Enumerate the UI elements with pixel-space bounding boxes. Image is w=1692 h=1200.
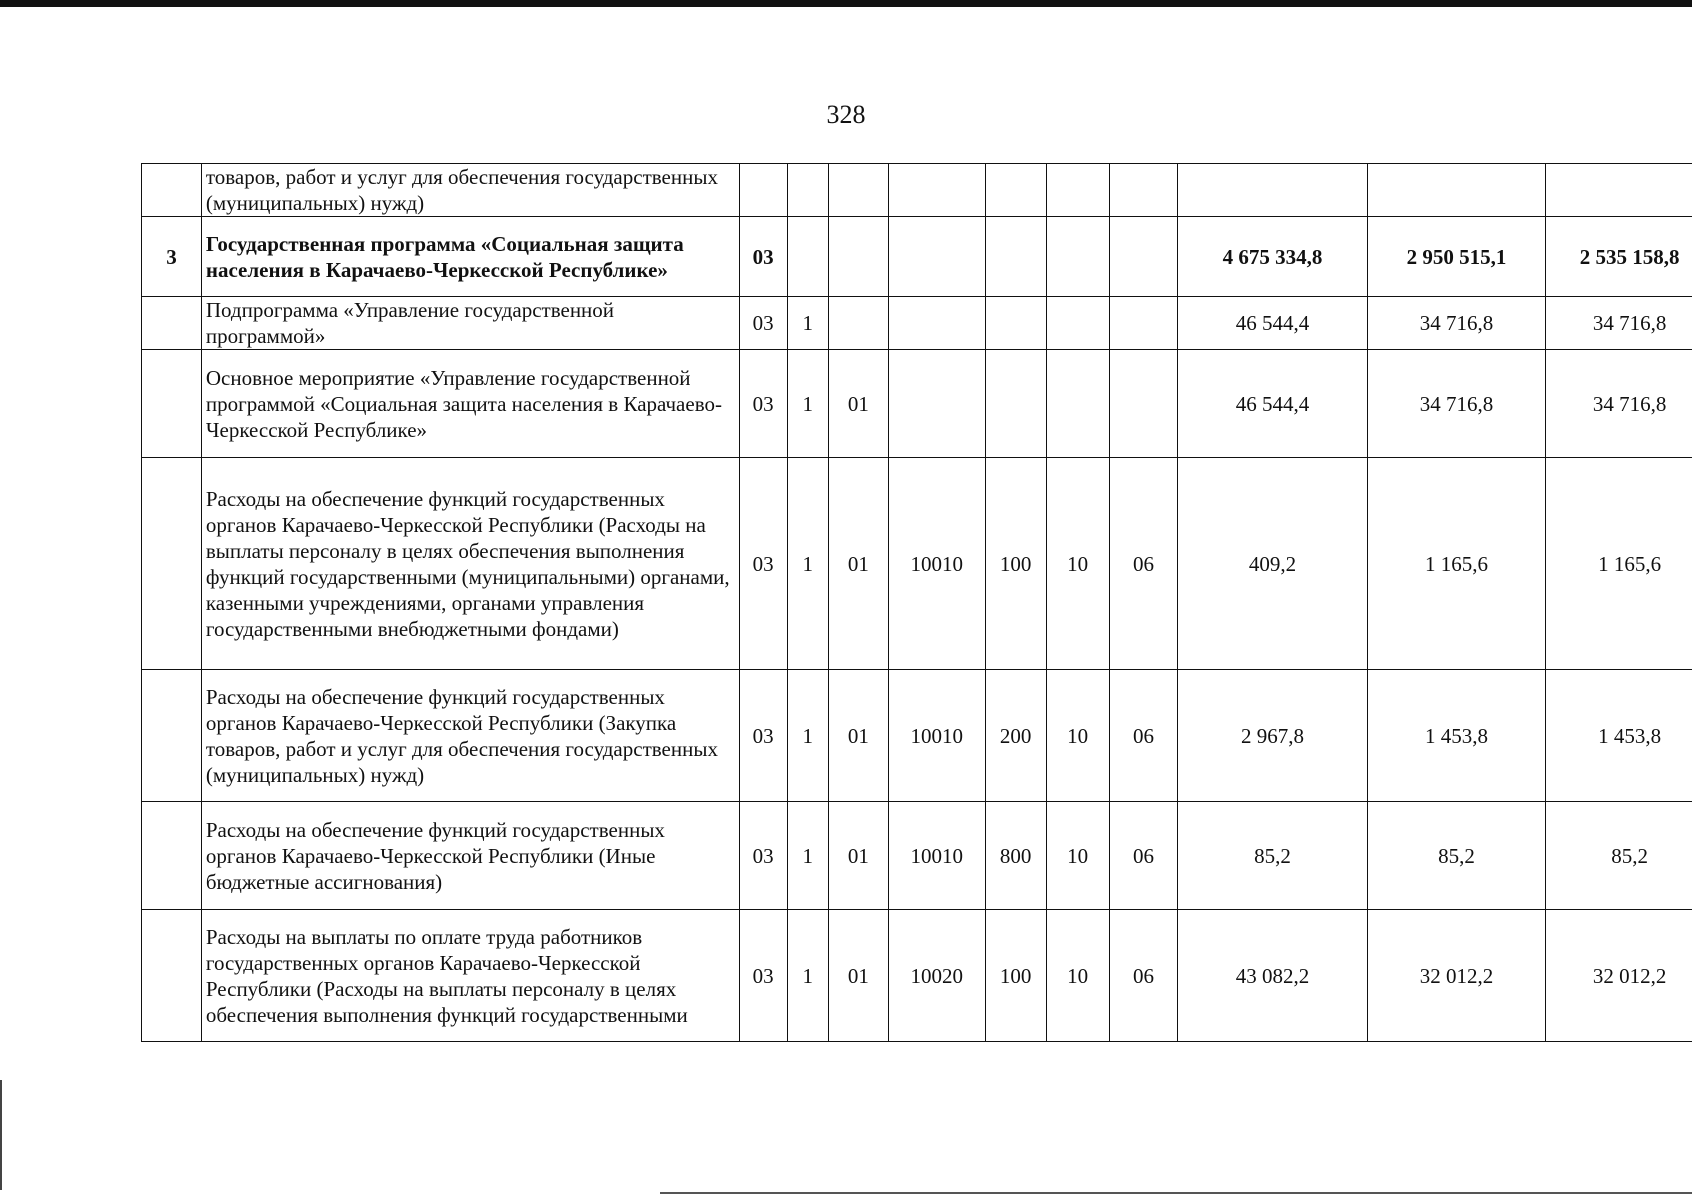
- amount-year-3: 1 453,8: [1546, 670, 1692, 802]
- row-name: товаров, работ и услуг для обеспечения государственных (муниципальных) нужд): [201, 164, 739, 217]
- code-program: 03: [739, 350, 787, 458]
- amount-year-1: 2 967,8: [1178, 670, 1367, 802]
- code-expense-type: [985, 164, 1046, 217]
- code-expense-type: [985, 217, 1046, 297]
- code-subsection: 06: [1109, 670, 1178, 802]
- code-main-activity: 01: [828, 458, 888, 670]
- code-subprogram: [787, 164, 828, 217]
- code-section: 10: [1046, 458, 1109, 670]
- row-name: Расходы на обеспечение функций государственных органов Карачаево-Черкесской Республики (Расходы на выплаты персоналу в целях обеспечения выполнения функций государственными (муниципальными) органами, казенными учреждениями, органами управления государственными внебюджетными фондами): [201, 458, 739, 670]
- code-expense-type: 200: [985, 670, 1046, 802]
- code-subsection: [1109, 297, 1178, 350]
- code-main-activity: 01: [828, 910, 888, 1042]
- amount-year-3: [1546, 164, 1692, 217]
- amount-year-3: 32 012,2: [1546, 910, 1692, 1042]
- code-program: 03: [739, 458, 787, 670]
- code-subprogram: 1: [787, 910, 828, 1042]
- code-section: 10: [1046, 670, 1109, 802]
- code-program: [739, 164, 787, 217]
- code-main-activity: 01: [828, 670, 888, 802]
- amount-year-3: 1 165,6: [1546, 458, 1692, 670]
- code-program: 03: [739, 297, 787, 350]
- code-subsection: [1109, 217, 1178, 297]
- code-main-activity: 01: [828, 350, 888, 458]
- code-main-activity: 01: [828, 802, 888, 910]
- row-number: [142, 458, 202, 670]
- row-number: 3: [142, 217, 202, 297]
- code-direction: [888, 297, 985, 350]
- row-number: [142, 350, 202, 458]
- code-program: 03: [739, 217, 787, 297]
- code-subsection: 06: [1109, 458, 1178, 670]
- amount-year-3: 2 535 158,8: [1546, 217, 1692, 297]
- code-section: 10: [1046, 910, 1109, 1042]
- page-number: 328: [826, 100, 866, 129]
- code-direction: 10020: [888, 910, 985, 1042]
- row-name: Основное мероприятие «Управление государственной программой «Социальная защита населения в Карачаево-Черкесской Республике»: [201, 350, 739, 458]
- code-section: [1046, 164, 1109, 217]
- row-number: [142, 802, 202, 910]
- code-expense-type: [985, 297, 1046, 350]
- code-expense-type: 100: [985, 910, 1046, 1042]
- code-program: 03: [739, 802, 787, 910]
- amount-year-1: 43 082,2: [1178, 910, 1367, 1042]
- table-row: [142, 164, 1692, 217]
- amount-year-2: 32 012,2: [1367, 910, 1546, 1042]
- code-section: [1046, 297, 1109, 350]
- code-subsection: [1109, 350, 1178, 458]
- code-main-activity: [828, 217, 888, 297]
- amount-year-2: 34 716,8: [1367, 297, 1546, 350]
- code-program: 03: [739, 670, 787, 802]
- amount-year-1: 46 544,4: [1178, 350, 1367, 458]
- table-row: [142, 217, 1692, 297]
- row-name: Государственная программа «Социальная защита населения в Карачаево-Черкесской Республике»: [201, 217, 739, 297]
- amount-year-1: 4 675 334,8: [1178, 217, 1367, 297]
- code-section: [1046, 350, 1109, 458]
- code-subprogram: 1: [787, 350, 828, 458]
- code-main-activity: [828, 164, 888, 217]
- amount-year-2: 85,2: [1367, 802, 1546, 910]
- table-row: [142, 670, 1692, 802]
- table-row: [142, 350, 1692, 458]
- table-row: [142, 910, 1692, 1042]
- code-expense-type: [985, 350, 1046, 458]
- top-border-rule: [0, 0, 1692, 7]
- amount-year-2: 34 716,8: [1367, 350, 1546, 458]
- code-subprogram: [787, 217, 828, 297]
- code-subsection: [1109, 164, 1178, 217]
- amount-year-3: 34 716,8: [1546, 350, 1692, 458]
- left-edge-mark: [0, 1080, 2, 1190]
- code-section: 10: [1046, 802, 1109, 910]
- amount-year-1: [1178, 164, 1367, 217]
- amount-year-2: 2 950 515,1: [1367, 217, 1546, 297]
- code-subprogram: 1: [787, 458, 828, 670]
- code-subprogram: 1: [787, 670, 828, 802]
- code-program: 03: [739, 910, 787, 1042]
- table-row: [142, 297, 1692, 350]
- code-expense-type: 800: [985, 802, 1046, 910]
- row-name: Расходы на обеспечение функций государственных органов Карачаево-Черкесской Республики (Иные бюджетные ассигнования): [201, 802, 739, 910]
- budget-table: [141, 163, 1692, 1042]
- amount-year-3: 85,2: [1546, 802, 1692, 910]
- code-direction: 10010: [888, 802, 985, 910]
- amount-year-1: 46 544,4: [1178, 297, 1367, 350]
- code-section: [1046, 217, 1109, 297]
- row-name: Подпрограмма «Управление государственной программой»: [201, 297, 739, 350]
- code-subsection: 06: [1109, 910, 1178, 1042]
- amount-year-1: 409,2: [1178, 458, 1367, 670]
- row-number: [142, 910, 202, 1042]
- table-row: [142, 458, 1692, 670]
- row-number: [142, 297, 202, 350]
- amount-year-2: 1 453,8: [1367, 670, 1546, 802]
- row-number: [142, 670, 202, 802]
- bottom-edge-rule: [660, 1192, 1692, 1194]
- row-number: [142, 164, 202, 217]
- amount-year-2: 1 165,6: [1367, 458, 1546, 670]
- code-direction: [888, 217, 985, 297]
- code-direction: 10010: [888, 670, 985, 802]
- code-subprogram: 1: [787, 297, 828, 350]
- row-name: Расходы на обеспечение функций государственных органов Карачаево-Черкесской Республики (Закупка товаров, работ и услуг для обеспечения государственных (муниципальных) нужд): [201, 670, 739, 802]
- code-direction: [888, 164, 985, 217]
- row-name: Расходы на выплаты по оплате труда работников государственных органов Карачаево-Черкесской Республики (Расходы на выплаты персоналу в целях обеспечения выполнения функций государственными: [201, 910, 739, 1042]
- code-direction: 10010: [888, 458, 985, 670]
- table-row: [142, 802, 1692, 910]
- amount-year-1: 85,2: [1178, 802, 1367, 910]
- code-main-activity: [828, 297, 888, 350]
- code-subprogram: 1: [787, 802, 828, 910]
- code-subsection: 06: [1109, 802, 1178, 910]
- amount-year-2: [1367, 164, 1546, 217]
- code-direction: [888, 350, 985, 458]
- budget-table-body: [142, 164, 1692, 1042]
- amount-year-3: 34 716,8: [1546, 297, 1692, 350]
- code-expense-type: 100: [985, 458, 1046, 670]
